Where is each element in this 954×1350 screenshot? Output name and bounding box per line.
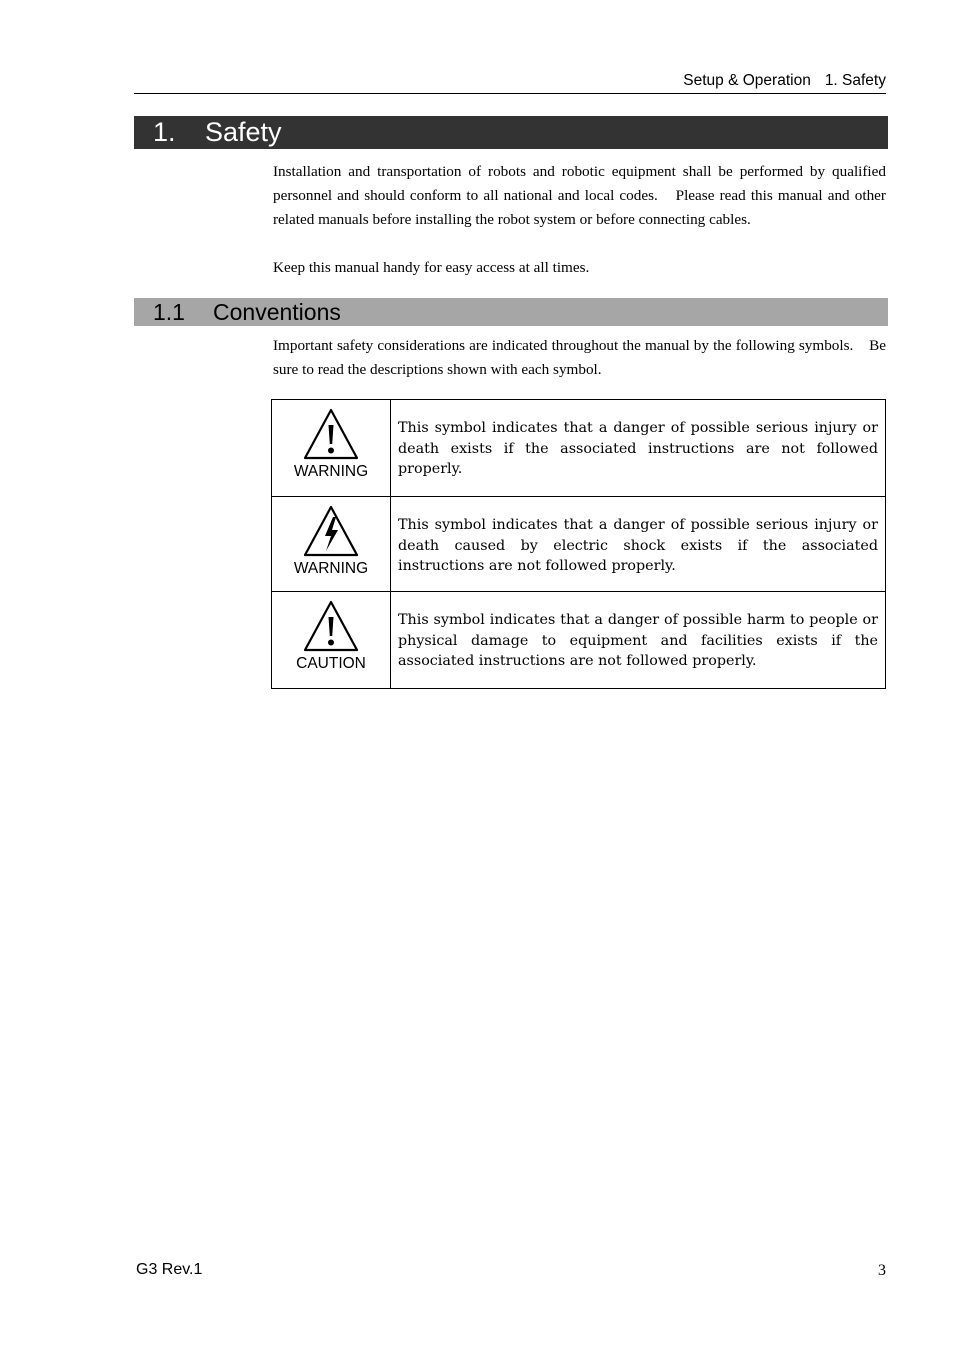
symbol-description: This symbol indicates that a danger of possible serious injury or death exists if the associated instructions are not followed properly.	[391, 400, 886, 497]
symbol-cell	[272, 497, 391, 592]
symbol-description: This symbol indicates that a danger of possible harm to people or physical damage to equipment and facilities exists if the associated instructions are not followed properly.	[391, 592, 886, 689]
section-number: 1.	[153, 117, 176, 147]
subsection-heading-conventions	[134, 298, 888, 326]
header-doc-title: Setup & Operation	[683, 72, 811, 89]
keep-manual-paragraph: Keep this manual handy for easy access at all times.	[273, 259, 590, 276]
footer-page-number: 3	[878, 1262, 886, 1279]
symbol-table	[271, 399, 886, 689]
symbol-label: WARNING	[293, 463, 369, 480]
intro-paragraph: Installation and transportation of robots and robotic equipment shall be performed by qualified personnel and should conform to all national and local codes. Please read this manual and other related manuals before installing the robot system or before connecting cables.	[273, 163, 886, 228]
subsection-number: 1.1	[153, 299, 185, 325]
footer-revision: G3 Rev.1	[136, 1261, 203, 1278]
symbol-label: CAUTION	[296, 655, 366, 672]
section-heading-safety	[134, 116, 888, 149]
caution-exclamation-icon	[303, 600, 359, 652]
symbol-label: WARNING	[293, 560, 369, 577]
electric-shock-icon	[303, 505, 359, 557]
symbol-description: This symbol indicates that a danger of possible serious injury or death caused by electric shock exists if the associated instructions are not followed properly.	[391, 497, 886, 592]
symbol-row	[272, 400, 886, 497]
conventions-paragraph: Important safety considerations are indicated throughout the manual by the following symbols. Be sure to read the descriptions shown with each symbol.	[273, 337, 886, 378]
header-section: 1. Safety	[824, 72, 886, 89]
symbol-cell	[272, 592, 391, 689]
warning-exclamation-icon	[303, 408, 359, 460]
running-header	[134, 72, 886, 94]
section-title: Safety	[205, 117, 282, 147]
symbol-cell	[272, 400, 391, 497]
symbol-row	[272, 497, 886, 592]
subsection-title: Conventions	[213, 299, 341, 325]
symbol-row	[272, 592, 886, 689]
